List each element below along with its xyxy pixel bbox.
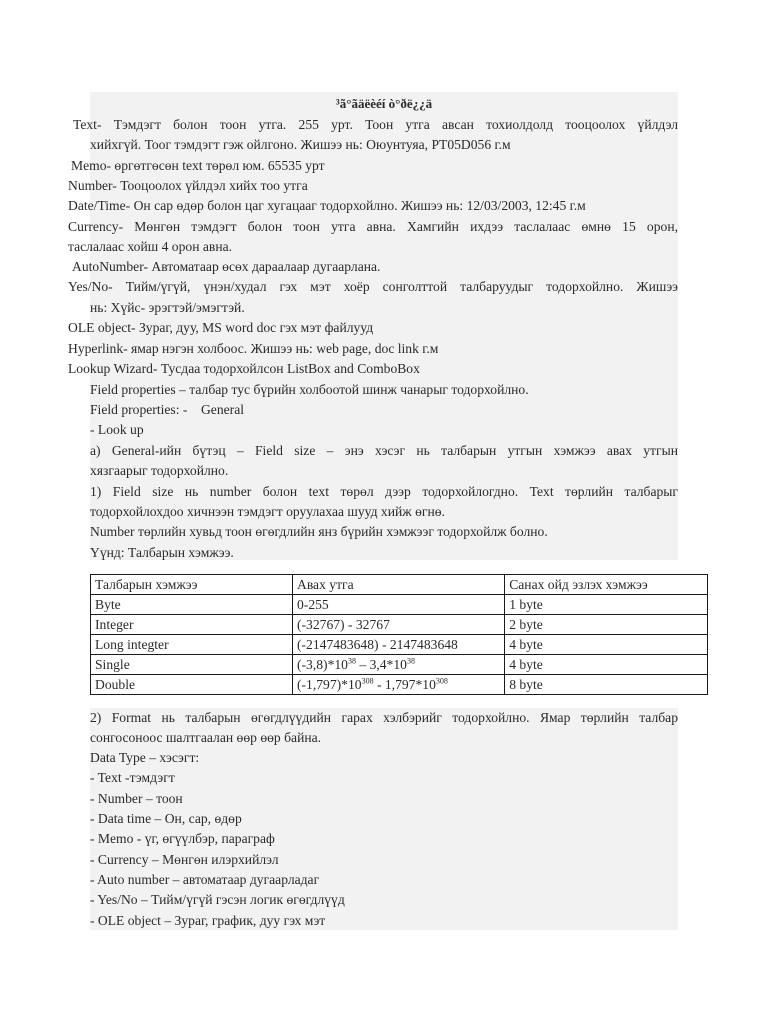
list-item: - Data time – Он, сар, өдөр xyxy=(90,811,242,826)
paragraph-line: тодорхойлохдоо хичнээн тэмдэгт оруулахаа шууд хийж өгнө. xyxy=(90,504,445,519)
table-cell: Single xyxy=(91,655,293,675)
list-item: - Yes/No – Тийм/үгүй гэсэн логик өгөгдлүүд xyxy=(90,892,345,907)
exponent: 38 xyxy=(406,656,415,666)
paragraph-line: Number төрлийн хувьд тоон өгөгдлийн янз бүрийн хэмжээг тодорхойлж болно. xyxy=(90,524,548,539)
paragraph-line: AutoNumber- Автоматаар өсөх дараалаар дугаарлана. xyxy=(72,259,381,274)
table-cell: Double xyxy=(91,675,293,695)
list-item: - Memo - үг, өгүүлбэр, параграф xyxy=(90,831,275,846)
exponent: 308 xyxy=(435,676,448,686)
paragraph-line: Hyperlink- ямар нэгэн холбоос. Жишээ нь: web page, doc link г.м xyxy=(68,341,439,356)
list-item: - OLE object – Зураг, график, дуу гэх мэт xyxy=(90,913,326,928)
paragraph-line: Үүнд: Талбарын хэмжээ. xyxy=(90,545,234,560)
table-row xyxy=(91,675,708,695)
table-cell: Byte xyxy=(91,595,293,615)
table-cell: 0-255 xyxy=(293,595,505,615)
list-item: - Currency – Мөнгөн илэрхийлэл xyxy=(90,852,279,867)
value-part: (-1,797)*10 xyxy=(297,677,362,692)
table-cell xyxy=(293,655,505,675)
paragraph-line: нь: Хүйс- эрэгтэй/эмэгтэй. xyxy=(90,300,245,315)
paragraph-line: 2) Format нь талбарын өгөгдлүүдийн гарах хэлбэрийг тодорхойлно. Ямар төрлийн талбар xyxy=(90,710,678,725)
table-cell: Integer xyxy=(91,615,293,635)
paragraph-line: Date/Time- Он сар өдөр болон цаг хугацааг тодорхойлно. Жишээ нь: 12/03/2003, 12:45 г.м xyxy=(68,198,586,213)
table-header-cell: Санах ойд эзлэх хэмжээ xyxy=(505,575,708,595)
table-cell: 4 byte xyxy=(505,655,708,675)
paragraph-line: Number- Тооцоолох үйлдэл хийх тоо утга xyxy=(68,178,308,193)
field-size-table xyxy=(90,574,708,695)
table-cell: 4 byte xyxy=(505,635,708,655)
paragraph-line: a) General-ийн бүтэц – Field size – энэ хэсэг нь талбарын утгын хэмжээ авах утгын xyxy=(90,443,678,458)
list-item: - Auto number – автоматаар дугаарладаг xyxy=(90,872,320,887)
paragraph-line: 1) Field size нь number болон text төрөл дээр тодорхойлогдно. Text төрлийн талбарыг xyxy=(90,484,678,499)
paragraph-line: сонгосоноос шалтгаалан өөр өөр байна. xyxy=(90,730,322,745)
paragraph-line: OLE object- Зураг, дуу, MS word doc гэх мэт файлууд xyxy=(68,320,374,335)
table-cell: 8 byte xyxy=(505,675,708,695)
list-item: - Text -тэмдэгт xyxy=(90,770,175,785)
document-title: ³ã°ãäëèéí ò°ðë¿¿ä xyxy=(335,96,433,111)
paragraph-line: хийхгүй. Тоог тэмдэгт гэж ойлгоно. Жишээ нь: Оюунтуяа, PT05D056 г.м xyxy=(90,137,511,152)
table-cell xyxy=(293,675,505,695)
table-row xyxy=(91,655,708,675)
exponent: 308 xyxy=(361,676,374,686)
exponent: 38 xyxy=(347,656,356,666)
table-row xyxy=(91,635,708,655)
value-part: - 1,797*10 xyxy=(373,677,436,692)
table-cell: (-32767) - 32767 xyxy=(293,615,505,635)
table-cell: Long integter xyxy=(91,635,293,655)
table-header-cell: Талбарын хэмжээ xyxy=(91,575,293,595)
paragraph-line: Memo- өргөтгөсөн text төрөл юм. 65535 урт xyxy=(71,158,325,173)
paragraph-line: Field properties: - General xyxy=(90,402,245,417)
table-header-row xyxy=(91,575,708,595)
value-part: – 3,4*10 xyxy=(355,657,407,672)
paragraph-line: таслалаас хойш 4 орон авна. xyxy=(68,239,233,254)
paragraph-line: - Look up xyxy=(90,422,144,437)
table-cell: (-2147483648) - 2147483648 xyxy=(293,635,505,655)
paragraph-line: Currency- Мөнгөн тэмдэгт болон тоон утга авна. Хамгийн ихдээ таслалаас өмнө 15 орон, xyxy=(68,219,678,234)
paragraph-line: Text- Тэмдэгт болон тоон утга. 255 урт. Тоон утга авсан тохиолдолд тооцоолох үйлдэл xyxy=(73,117,678,132)
value-part: (-3,8)*10 xyxy=(297,657,348,672)
paragraph-line: хязгаарыг тодорхойлно. xyxy=(90,463,229,478)
table-row xyxy=(91,595,708,615)
list-item: - Number – тоон xyxy=(90,791,183,806)
paragraph-line: Lookup Wizard- Тусдаа тодорхойлсон ListBox and ComboBox xyxy=(68,361,420,376)
table-cell: 1 byte xyxy=(505,595,708,615)
table-header-cell: Авах утга xyxy=(293,575,505,595)
paragraph-line: Data Type – хэсэгт: xyxy=(90,750,200,765)
table-cell: 2 byte xyxy=(505,615,708,635)
table-row xyxy=(91,615,708,635)
paragraph-line: Field properties – талбар тус бүрийн холбоотой шинж чанарыг тодорхойлно. xyxy=(90,382,529,397)
paragraph-line: Yes/No- Тийм/үгүй, үнэн/худал гэх мэт хоёр сонголттой талбаруудыг тодорхойлно. Жишээ xyxy=(68,279,678,294)
